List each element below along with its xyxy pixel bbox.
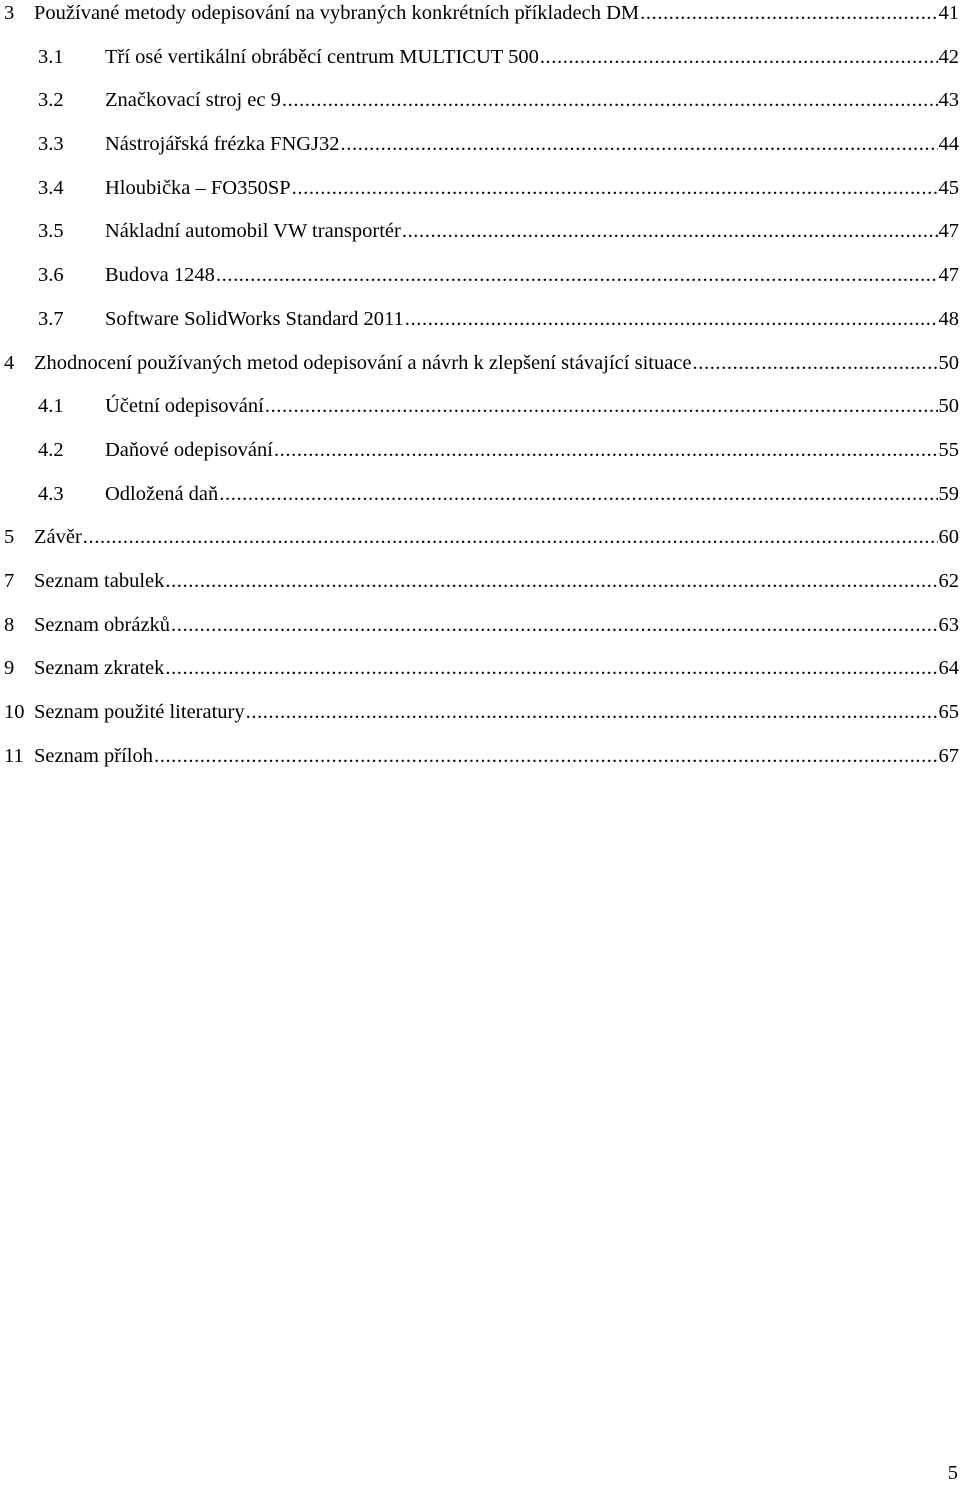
toc-entry-number: 3.5: [38, 220, 64, 243]
toc-entry-number: 7: [4, 569, 15, 592]
toc-entry[interactable]: [0, 701, 960, 745]
toc-entry-number: 4.3: [38, 482, 64, 505]
toc-entry[interactable]: [0, 526, 960, 570]
toc-entry-title: Nákladní automobil VW transportér: [105, 220, 401, 243]
toc-entry-number: 3.6: [38, 264, 64, 287]
toc-entry-page: 41: [938, 2, 959, 24]
toc-entry[interactable]: [0, 220, 960, 264]
toc-leader-dots: [219, 484, 937, 504]
toc-leader-dots: [274, 440, 938, 460]
toc-leader-dots: [171, 615, 937, 635]
toc-entry-page: 42: [938, 45, 959, 68]
toc-entry[interactable]: [0, 177, 960, 221]
toc-entry-title: Používané metody odepisování na vybraných konkrétních příkladech DM: [34, 2, 640, 24]
toc-entry[interactable]: [0, 614, 960, 658]
toc-entry[interactable]: [0, 657, 960, 701]
toc-leader-dots: [165, 571, 937, 591]
toc-entry[interactable]: [0, 133, 960, 177]
toc-entry[interactable]: [0, 308, 960, 352]
toc-leader-dots: [282, 90, 938, 110]
toc-leader-dots: [640, 3, 937, 23]
toc-entry-number: 3.3: [38, 133, 64, 156]
toc-leader-dots: [341, 134, 938, 154]
toc-entry[interactable]: [0, 2, 960, 46]
toc-leader-dots: [246, 702, 938, 722]
toc-entry-number: 3.2: [38, 89, 64, 112]
toc-entry-page: 59: [938, 482, 959, 505]
toc-entry[interactable]: [0, 395, 960, 439]
toc-entry-title: Tří osé vertikální obráběcí centrum MULTICUT 500: [105, 45, 539, 68]
toc-entry-page: 64: [938, 657, 959, 680]
toc-entry-number: 3.1: [38, 45, 64, 68]
toc-entry-number: 4: [4, 351, 15, 374]
toc-entry-page: 65: [938, 701, 959, 723]
toc-entry-number: 9: [4, 657, 15, 680]
toc-entry[interactable]: [0, 483, 960, 527]
toc-entry-title: Účetní odepisování: [105, 395, 264, 418]
toc-entry-page: 50: [938, 395, 959, 418]
toc-entry-title: Nástrojářská frézka FNGJ32: [105, 133, 340, 156]
toc-entry-page: 62: [938, 569, 959, 592]
toc-leader-dots: [693, 353, 938, 373]
toc-leader-dots: [165, 658, 937, 678]
toc-entry-title: Seznam obrázků: [34, 613, 171, 636]
toc-entry-title: Daňové odepisování: [105, 438, 273, 461]
toc-entry-page: 50: [938, 351, 959, 374]
toc-entry-title: Seznam zkratek: [34, 657, 165, 680]
toc-entry-number: 3.7: [38, 307, 64, 330]
toc-entry-page: 60: [938, 526, 959, 549]
toc-entry[interactable]: [0, 89, 960, 133]
toc-entry-page: 63: [938, 613, 959, 636]
toc-entry-number: 3: [4, 2, 15, 24]
toc-entry-page: 44: [938, 133, 959, 156]
toc-entry-number: 3.4: [38, 176, 64, 199]
toc-entry[interactable]: [0, 352, 960, 396]
toc-entry-page: 45: [938, 176, 959, 199]
toc-leader-dots: [292, 178, 938, 198]
toc-entry-page: 48: [938, 307, 959, 330]
toc-entry-title: Značkovací stroj ec 9: [105, 89, 281, 112]
toc-entry[interactable]: [0, 745, 960, 789]
page-number: 5: [947, 1462, 958, 1484]
toc-entry-number: 10: [4, 701, 25, 723]
toc-entry-number: 4.1: [38, 395, 64, 418]
toc-entry-number: 4.2: [38, 438, 64, 461]
toc-entry-title: Seznam použité literatury: [34, 701, 245, 723]
toc-leader-dots: [83, 527, 938, 547]
toc-entry-title: Hloubička – FO350SP: [105, 176, 291, 199]
toc-entry-page: 55: [938, 438, 959, 461]
toc-entry-number: 8: [4, 613, 15, 636]
toc-entry[interactable]: [0, 46, 960, 90]
toc-entry-page: 47: [938, 264, 959, 287]
toc-leader-dots: [265, 396, 938, 416]
toc-entry-title: Odložená daň: [105, 482, 219, 505]
toc-entry-page: 43: [938, 89, 959, 112]
toc-leader-dots: [540, 47, 938, 67]
toc-leader-dots: [405, 309, 938, 329]
toc-entry-page: 47: [938, 220, 959, 243]
toc-entry-title: Seznam tabulek: [34, 569, 165, 592]
toc-entry-title: Budova 1248: [105, 264, 215, 287]
toc-entry-number: 11: [4, 744, 24, 767]
toc-leader-dots: [154, 746, 938, 766]
toc-entry-title: Zhodnocení používaných metod odepisování a návrh k zlepšení stávající situace: [34, 351, 692, 374]
toc-entry-page: 67: [938, 744, 959, 767]
toc-leader-dots: [216, 265, 938, 285]
toc-leader-dots: [402, 221, 938, 241]
toc-entry-title: Software SolidWorks Standard 2011: [105, 307, 404, 330]
toc-entry-number: 5: [4, 526, 15, 549]
toc-entry[interactable]: [0, 264, 960, 308]
toc-entry-title: Seznam příloh: [34, 744, 153, 767]
toc-entry[interactable]: [0, 570, 960, 614]
toc-entry-title: Závěr: [34, 526, 82, 549]
toc-entry[interactable]: [0, 439, 960, 483]
